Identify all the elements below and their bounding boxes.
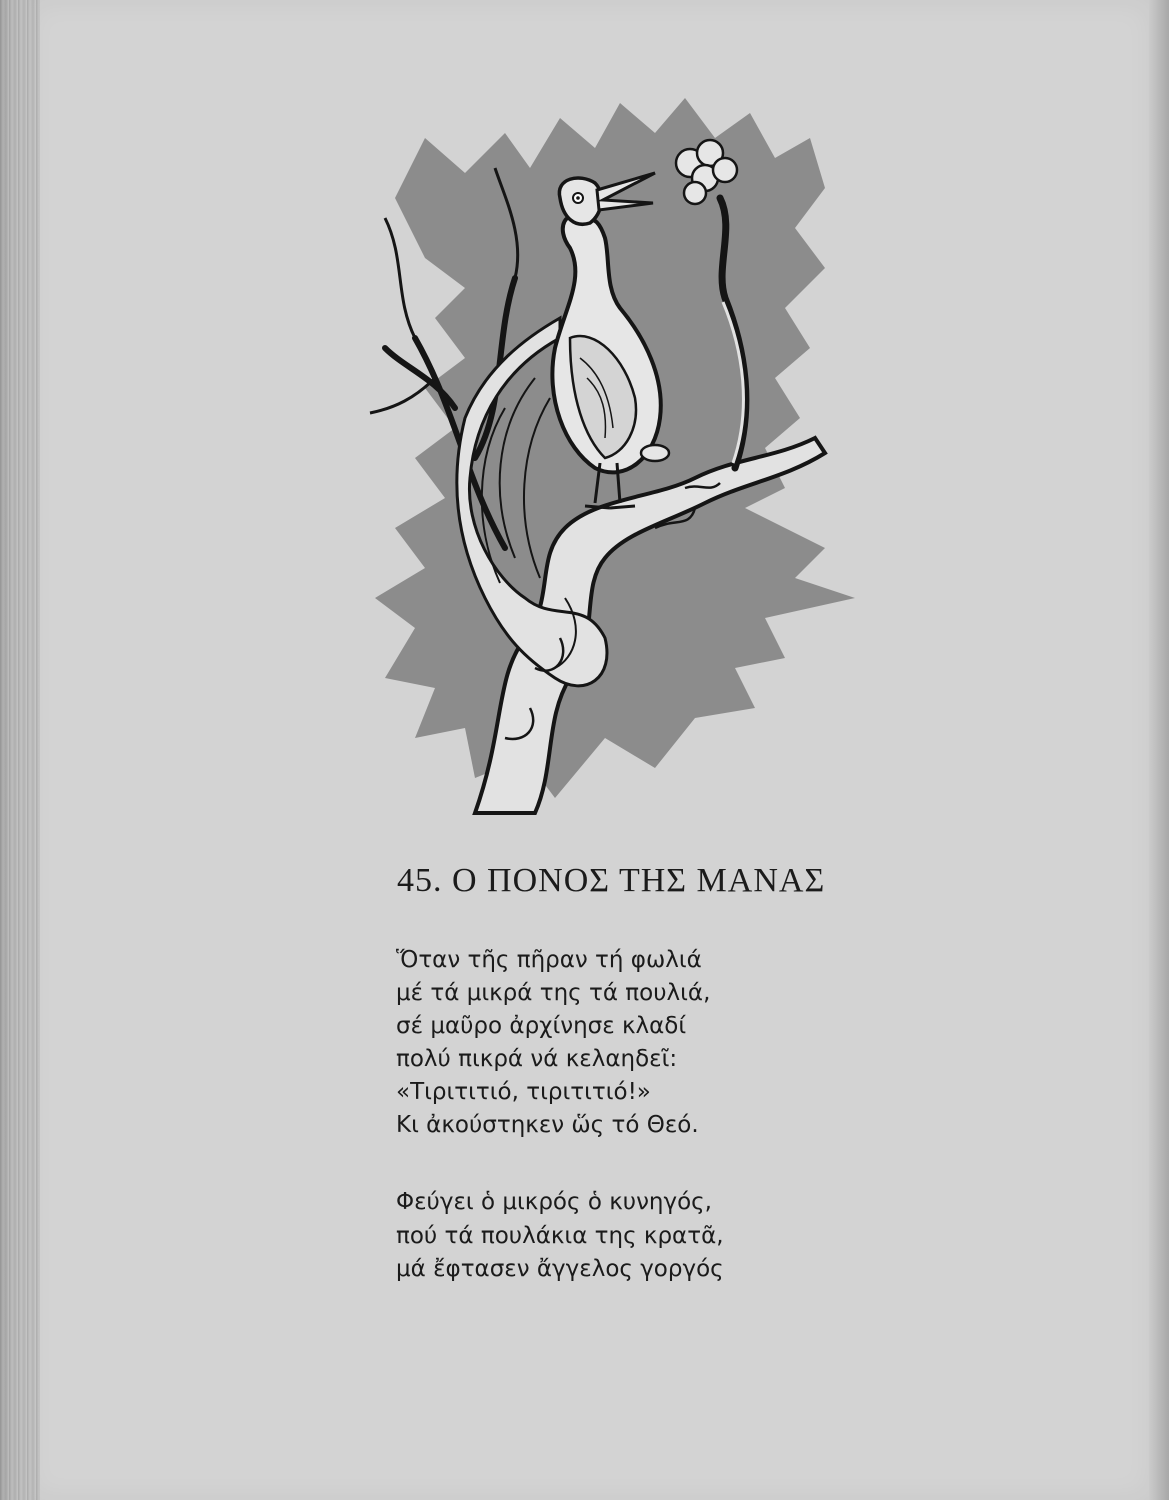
poem-line: Φεύγει ὁ μικρός ὁ κυνηγός,	[396, 1189, 712, 1215]
bird-illustration	[355, 78, 865, 818]
poem-line: «Τιριτιτιό, τιριτιτιό!»	[396, 1079, 651, 1105]
stanza-1	[396, 944, 816, 1142]
poem-line: μέ τά μικρά της τά πουλιά,	[396, 980, 711, 1006]
page-stack-edges	[0, 0, 40, 1500]
poem-line: πού τά πουλάκια της κρατᾶ,	[396, 1222, 724, 1249]
stanza-2	[396, 1186, 816, 1287]
poem-line: Κι ἀκούστηκεν ὥς τό Θεό.	[396, 1112, 699, 1138]
poem-line: Ὅταν τῆς πῆραν τή φωλιά	[396, 947, 702, 973]
poem-line: μά ἔφτασεν ἄγγελος γοργός	[396, 1256, 724, 1282]
poem-body	[396, 944, 816, 1331]
poem-line: σέ μαῦρο ἀρχίνησε κλαδί	[396, 1013, 687, 1039]
poem-title: 45. Ο ΠΟΝΟΣ ΤΗΣ ΜΑΝΑΣ	[397, 862, 826, 899]
poem-line: πολύ πικρά νά κελαηδεῖ:	[396, 1046, 678, 1072]
page-right-shadow	[1149, 0, 1169, 1500]
